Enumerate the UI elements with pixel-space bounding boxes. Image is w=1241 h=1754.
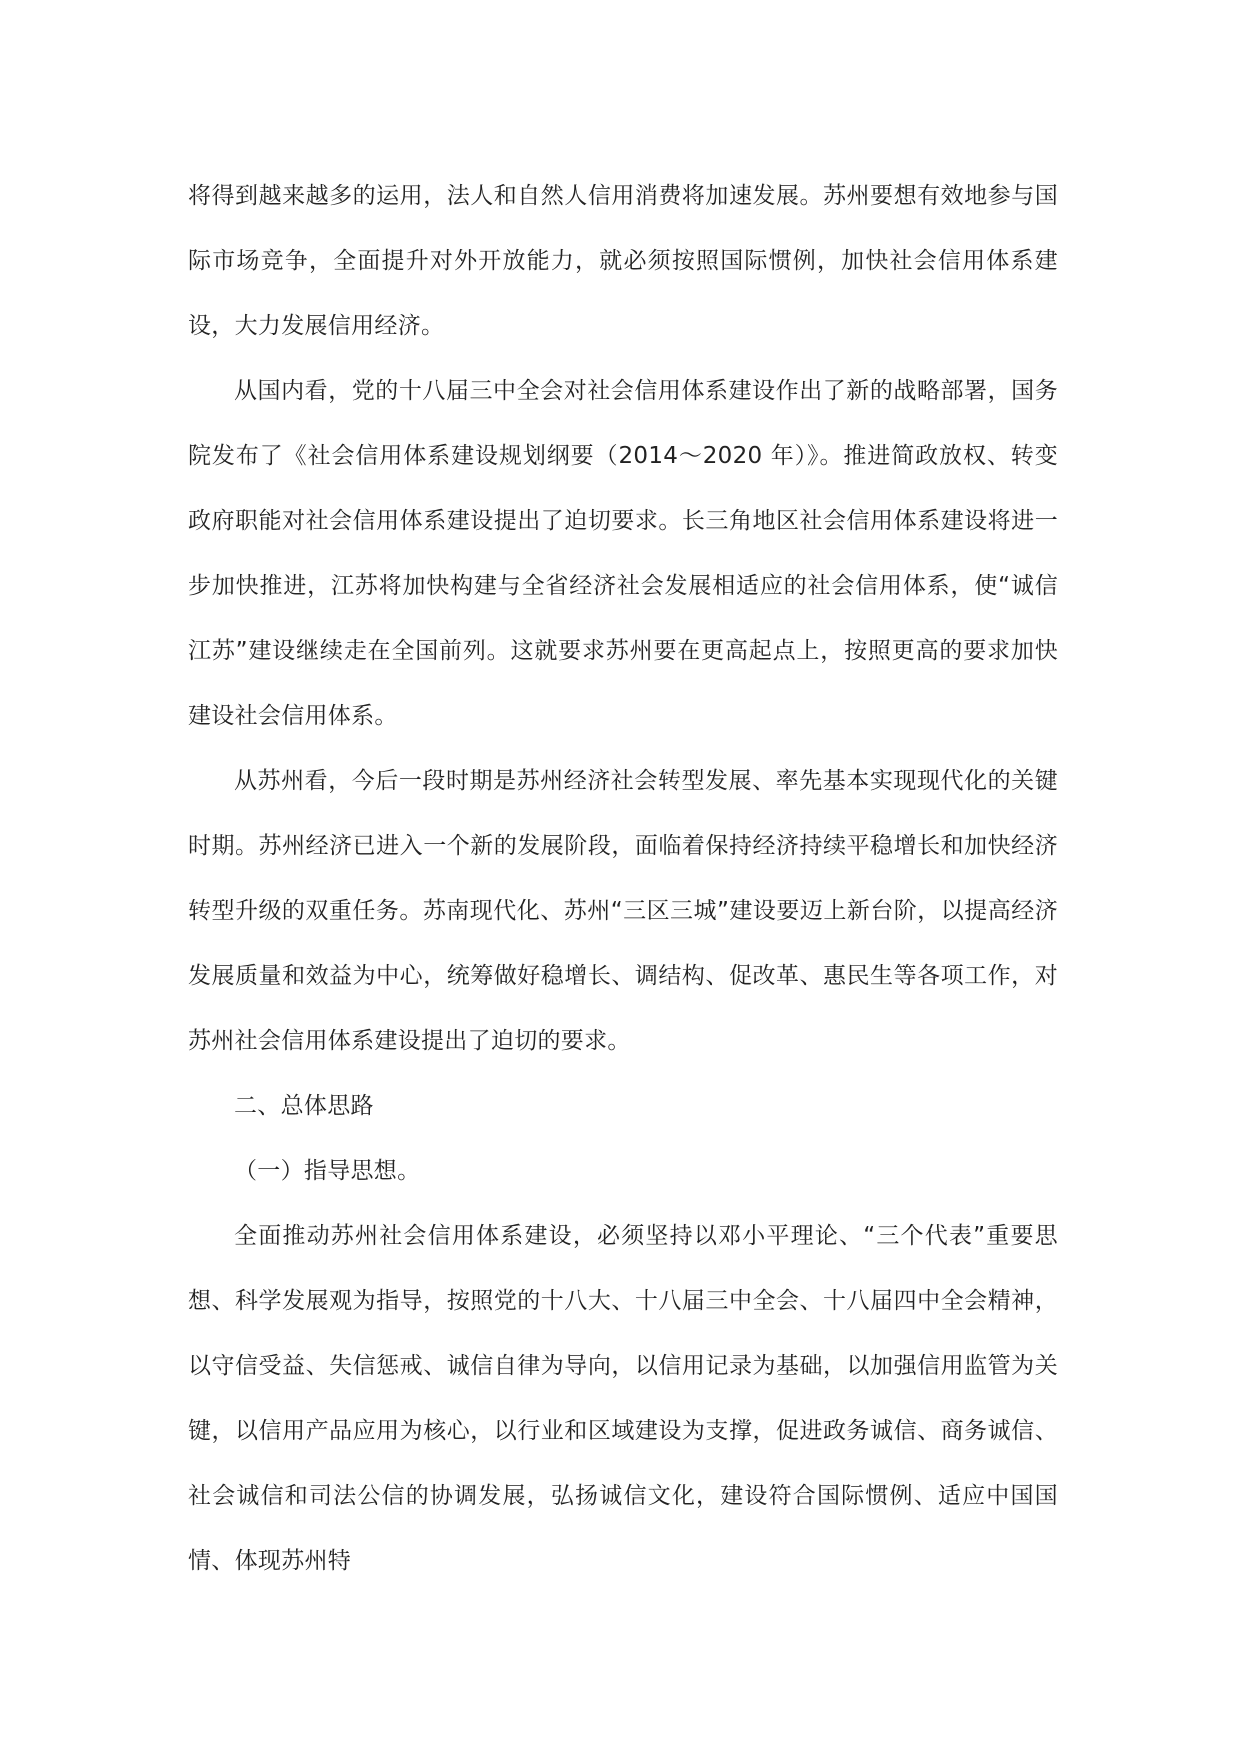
paragraph-guiding-thought: 全面推动苏州社会信用体系建设，必须坚持以邓小平理论、“三个代表”重要思想、科学发展观为指导，按照党的十八大、十八届三中全会、十八届四中全会精神，以守信受益、失信惩戒、诚信自律为导向，以信用记录为基础，以加强信用监管为关键，以信用产品应用为核心，以行业和区域建设为支撑，促进政务诚信、商务诚信、社会诚信和司法公信的协调发展，弘扬诚信文化，建设符合国际惯例、适应中国国情、体现苏州特 xyxy=(188,1223,1058,1574)
section-heading: 二、总体思路 xyxy=(234,1093,374,1119)
paragraph-domestic: 从国内看，党的十八届三中全会对社会信用体系建设作出了新的战略部署，国务院发布了《社会信用体系建设规划纲要（2014～2020 年）》。推进简政放权、转变政府职能对社会信用体系建设提出了迫切要求。长三角地区社会信用体系建设将进一步加快推进，江苏将加快构建与全省经济社会发展相适应的社会信用体系，使“诚信江苏”建设继续走在全国前列。这就要求苏州要在更高起点上，按照更高的要求加快建设社会信用体系。 xyxy=(188,378,1058,729)
paragraph-suzhou: 从苏州看，今后一段时期是苏州经济社会转型发展、率先基本实现现代化的关键时期。苏州经济已进入一个新的发展阶段，面临着保持经济持续平稳增长和加快经济转型升级的双重任务。苏南现代化、苏州“三区三城”建设要迈上新台阶，以提高经济发展质量和效益为中心，统筹做好稳增长、调结构、促改革、惠民生等各项工作，对苏州社会信用体系建设提出了迫切的要求。 xyxy=(188,768,1058,1054)
subsection-heading: （一）指导思想。 xyxy=(234,1158,421,1184)
paragraph-continuation: 将得到越来越多的运用，法人和自然人信用消费将加速发展。苏州要想有效地参与国际市场竞争，全面提升对外开放能力，就必须按照国际惯例，加快社会信用体系建设，大力发展信用经济。 xyxy=(188,183,1058,339)
document-body xyxy=(188,164,1058,1594)
